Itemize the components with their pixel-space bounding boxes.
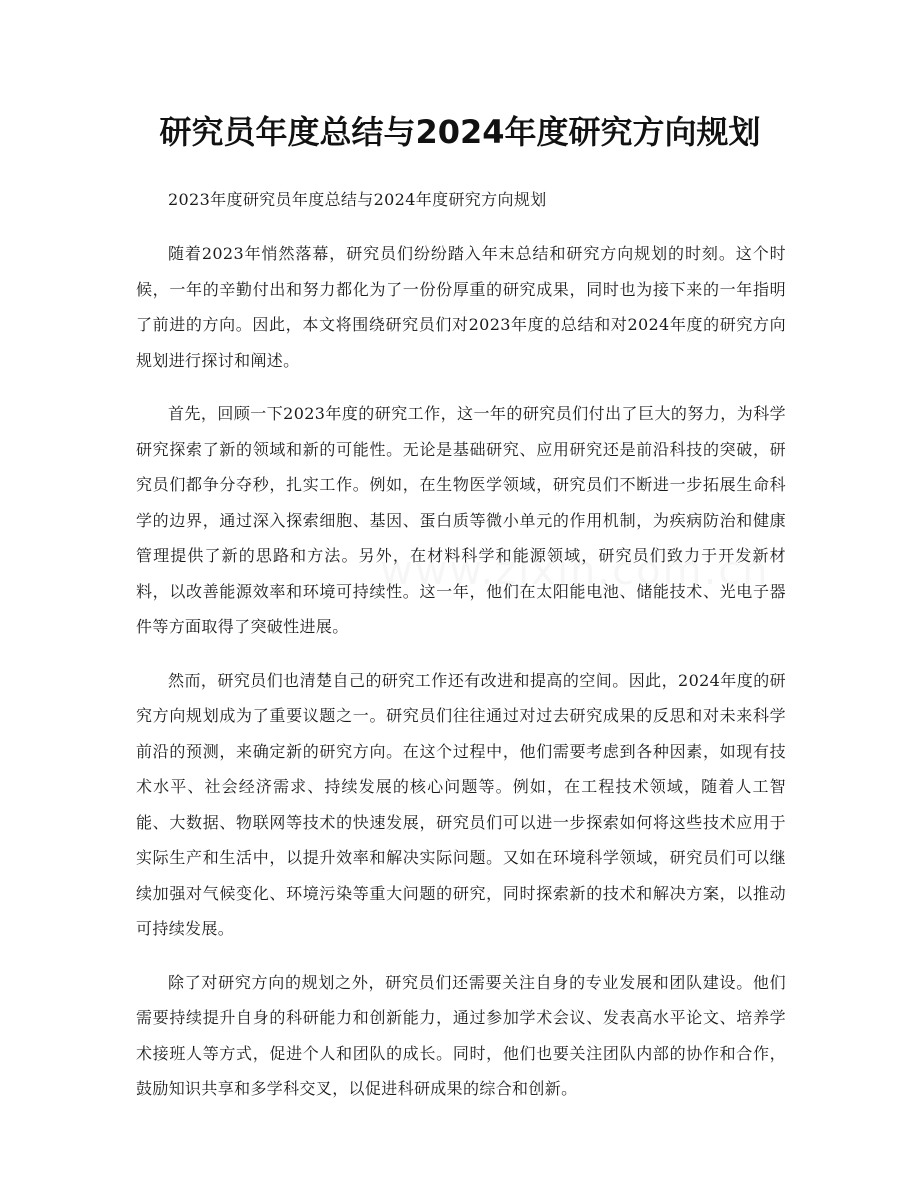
document-title: 研究员年度总结与2024年度研究方向规划 — [159, 113, 761, 151]
paragraph-gap — [136, 947, 786, 965]
paragraph-3: 然而，研究员们也清楚自己的研究工作还有改进和提高的空间。因此，2024年度的研究方向规划成为了重要议题之一。研究员们往往通过对过去研究成果的反思和对未来科学前沿的预测，来确定新的研究方向。在这个过程中，他们需要考虑到各种因素，如现有技术水平、社会经济需求、持续发展的核心问题等。例如，在工程技术领域，随着人工智能、大数据、物联网等技术的快速发展，研究员们可以进一步探索如何将这些技术应用于实际生产和生活中，以提升效率和解决实际问题。又如在环境科学领域，研究员们可以继续加强对气候变化、环境污染等重大问题的研究，同时探索新的技术和解决方案，以推动可持续发展。 — [136, 670, 786, 938]
paragraph-2: 首先，回顾一下2023年度的研究工作，这一年的研究员们付出了巨大的努力，为科学研究探索了新的领域和新的可能性。无论是基础研究、应用研究还是前沿科技的突破，研究员们都争分夺秒，扎实工作。例如，在生物医学领域，研究员们不断进一步拓展生命科学的边界，通过深入探索细胞、基因、蛋白质等微小单元的作用机制，为疾病防治和健康管理提供了新的思路和方法。另外，在材料科学和能源领域，研究员们致力于开发新材料，以改善能源效率和环境可持续性。这一年，他们在太阳能电池、储能技术、光电子器件等方面取得了突破性进展。 — [136, 404, 786, 636]
document-subtitle: 2023年度研究员年度总结与2024年度研究方向规划 — [168, 190, 547, 209]
paragraph-4: 除了对研究方向的规划之外，研究员们还需要关注自身的专业发展和团队建设。他们需要持续提升自身的科研能力和创新能力，通过参加学术会议、发表高水平论文、培养学术接班人等方式，促进个人和团队的成长。同时，他们也要关注团队内部的协作和合作，鼓励知识共享和多学科交叉，以促进科研成果的综合和创新。 — [136, 972, 786, 1098]
paragraph-gap — [136, 645, 786, 663]
document-body — [136, 182, 786, 1107]
paragraph-gap — [136, 378, 786, 396]
paragraph-1: 随着2023年悄然落幕，研究员们纷纷踏入年末总结和研究方向规划的时刻。这个时候，一年的辛勤付出和努力都化为了一份份厚重的研究成果，同时也为接下来的一年指明了前进的方向。因此，本文将围绕研究员们对2023年度的总结和对2024年度的研究方向规划进行探讨和阐述。 — [136, 244, 786, 370]
